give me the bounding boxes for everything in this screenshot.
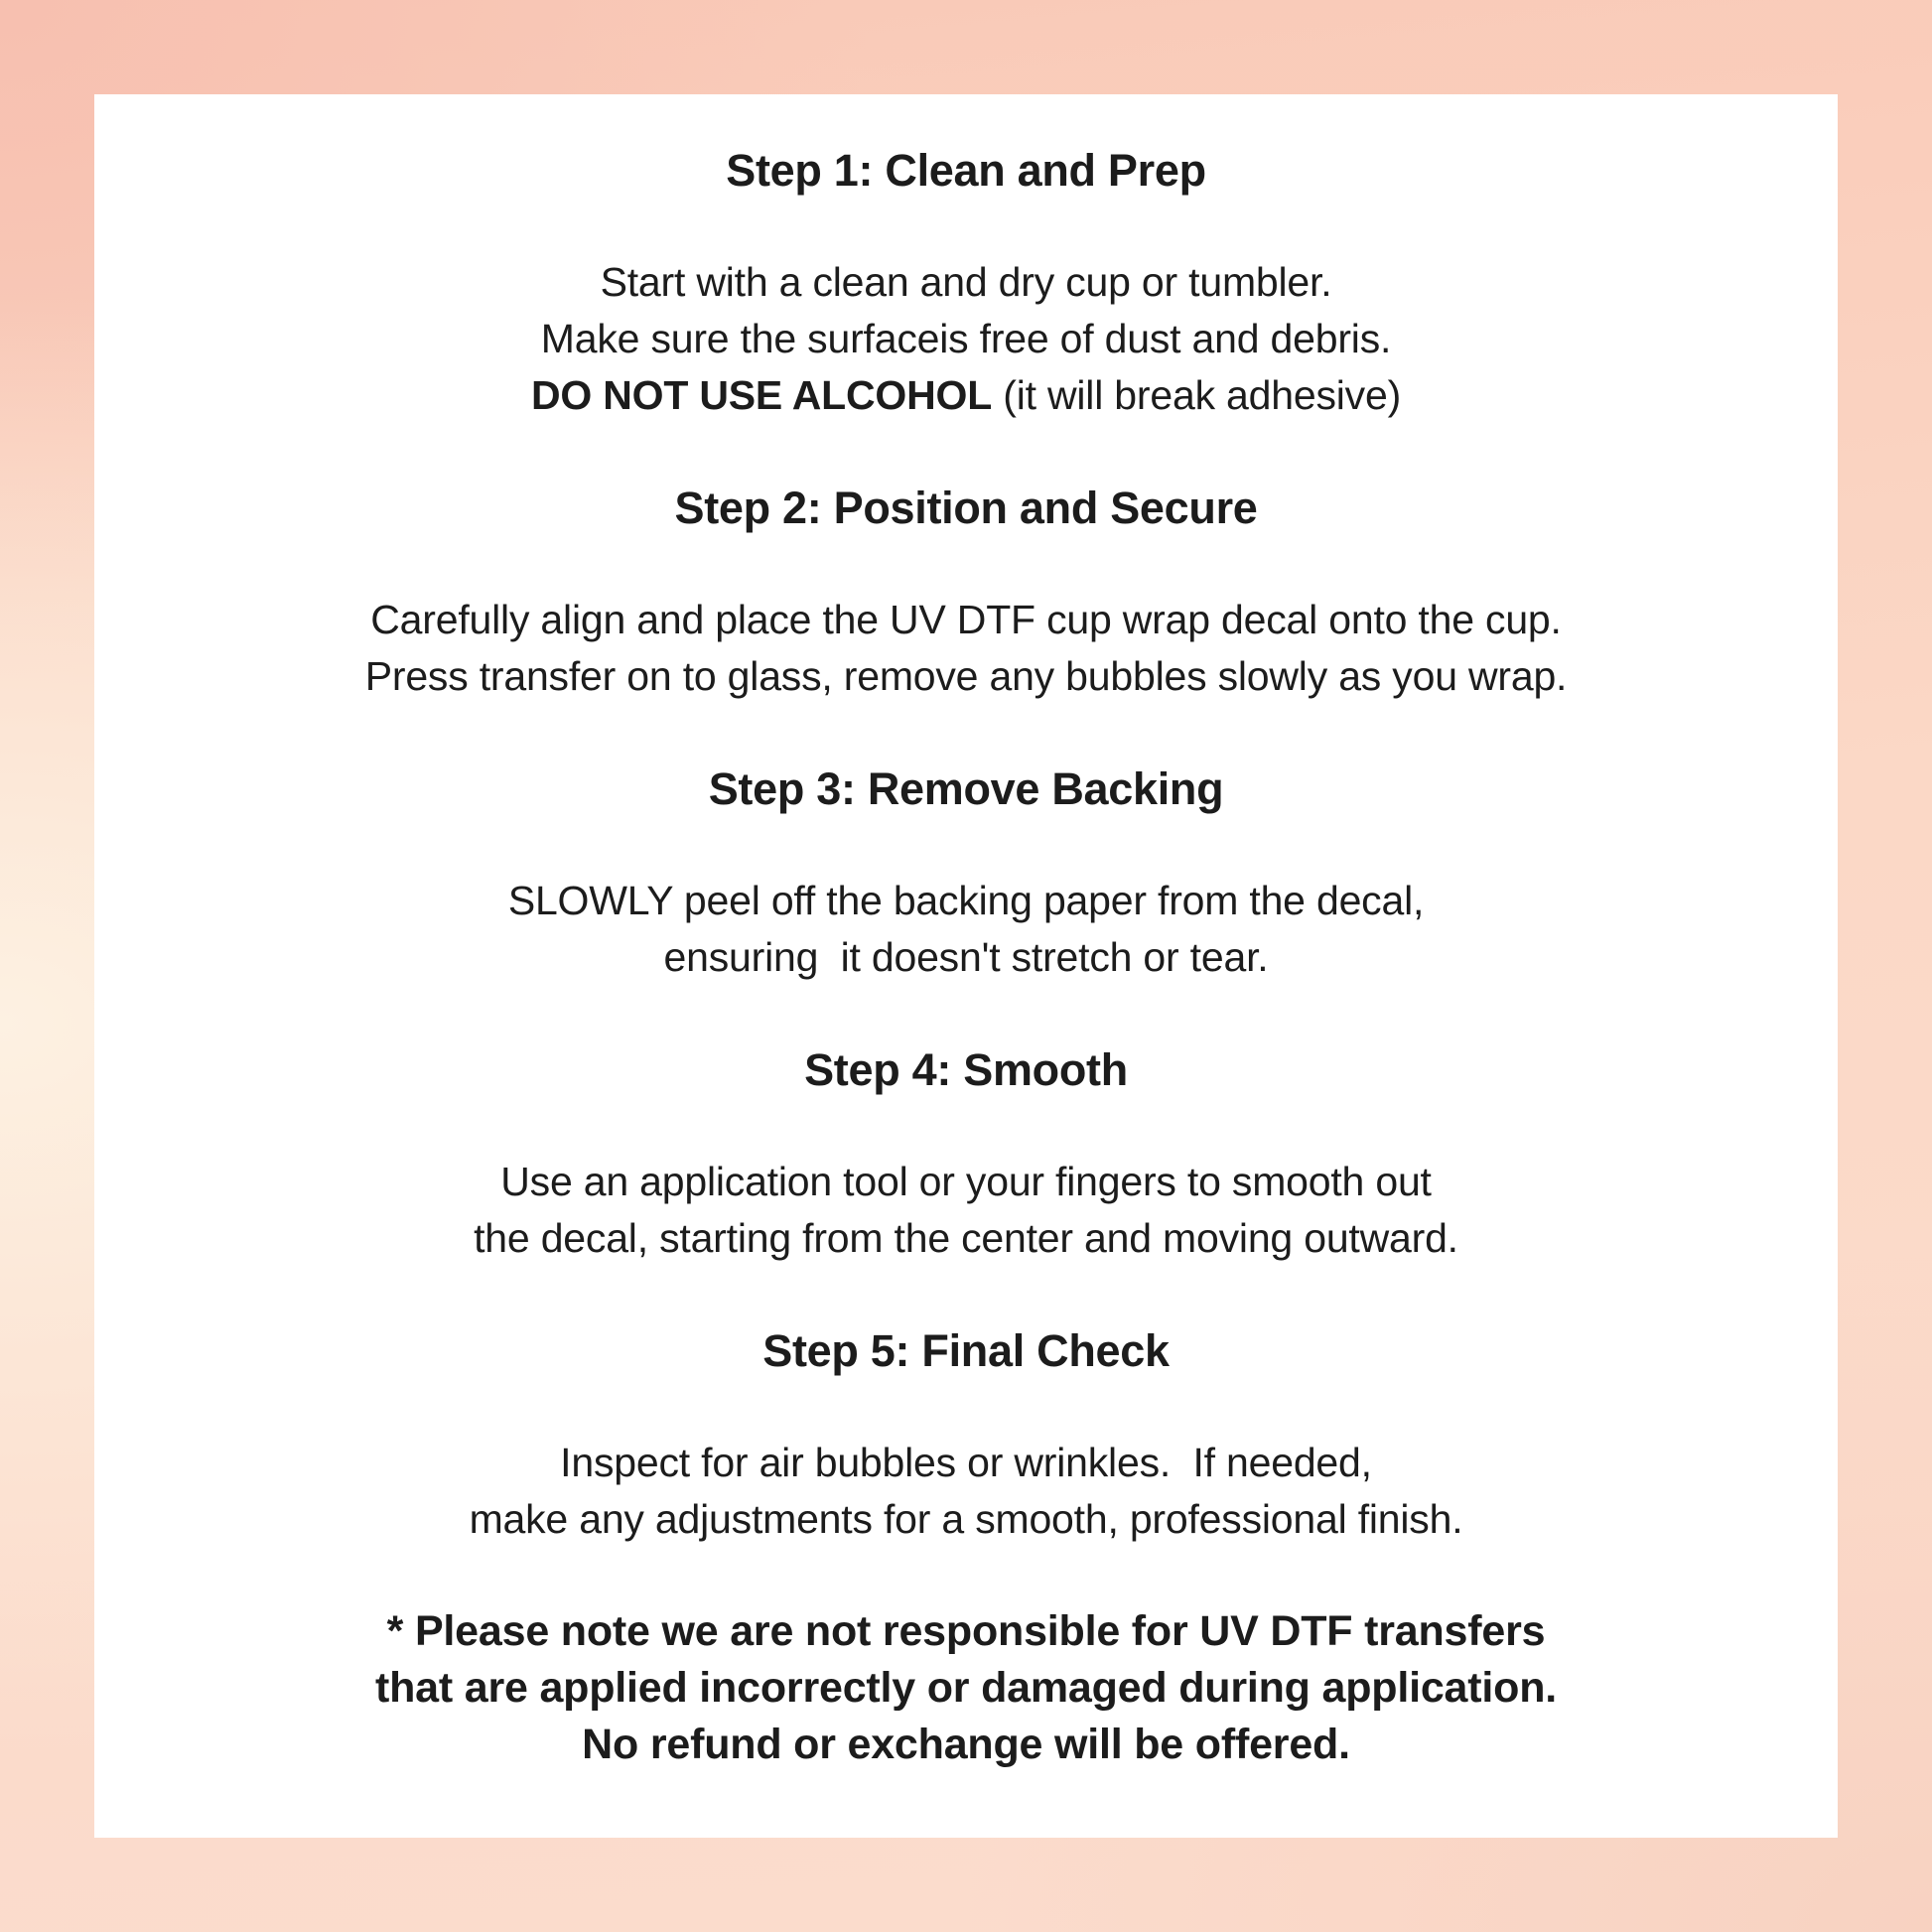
- step-1-body: [154, 254, 1778, 424]
- step-5-line-2: make any adjustments for a smooth, professional finish.: [469, 1496, 1463, 1542]
- step-1-line-2: Make sure the surfaceis free of dust and debris.: [540, 316, 1392, 361]
- alcohol-warning-rest: (it will break adhesive): [992, 372, 1402, 418]
- step-4-section: [154, 1041, 1778, 1267]
- step-2-section: [154, 480, 1778, 705]
- step-5-body: [154, 1435, 1778, 1548]
- alcohol-warning-bold: DO NOT USE ALCOHOL: [530, 372, 993, 418]
- step-5-heading: Step 5: Final Check: [762, 1325, 1170, 1376]
- disclaimer-line-3: No refund or exchange will be offered.: [582, 1721, 1350, 1768]
- step-3-line-2: ensuring it doesn't stretch or tear.: [663, 934, 1269, 980]
- disclaimer-line-1: * Please note we are not responsible for UV DTF transfers: [386, 1607, 1546, 1655]
- step-3-line-1: SLOWLY peel off the backing paper from the decal,: [507, 878, 1425, 923]
- step-2-body: [154, 592, 1778, 705]
- instruction-card: [94, 94, 1838, 1838]
- step-3-heading: Step 3: Remove Backing: [708, 763, 1224, 814]
- step-4-line-1: Use an application tool or your fingers to smooth out: [500, 1159, 1432, 1204]
- step-1-line-1: Start with a clean and dry cup or tumbler.: [600, 259, 1332, 305]
- step-3-body: [154, 873, 1778, 986]
- disclaimer-note: [154, 1603, 1778, 1773]
- step-5-section: [154, 1322, 1778, 1548]
- step-1-line-3: [154, 367, 1778, 424]
- step-4-heading: Step 4: Smooth: [804, 1044, 1128, 1095]
- step-2-line-2: Press transfer on to glass, remove any bubbles slowly as you wrap.: [364, 653, 1568, 699]
- step-4-line-2: the decal, starting from the center and moving outward.: [474, 1215, 1458, 1261]
- step-1-heading: Step 1: Clean and Prep: [726, 145, 1206, 196]
- disclaimer-line-2: that are applied incorrectly or damaged during application.: [374, 1664, 1558, 1712]
- step-5-line-1: Inspect for air bubbles or wrinkles. If needed,: [560, 1440, 1372, 1485]
- step-2-line-1: Carefully align and place the UV DTF cup wrap decal onto the cup.: [370, 597, 1562, 642]
- step-1-section: [154, 142, 1778, 424]
- step-3-section: [154, 760, 1778, 986]
- step-4-body: [154, 1154, 1778, 1267]
- step-2-heading: Step 2: Position and Secure: [674, 483, 1258, 533]
